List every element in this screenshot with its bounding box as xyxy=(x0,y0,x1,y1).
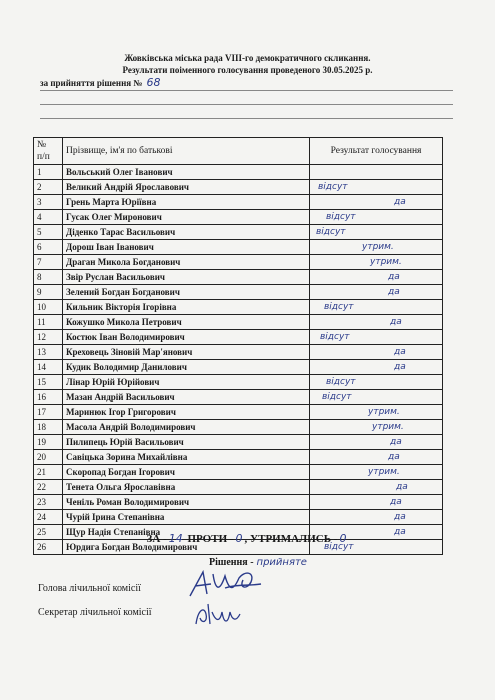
row-number: 25 xyxy=(34,525,63,540)
za-label: ЗА - xyxy=(146,533,167,545)
handwritten-vote: відсут xyxy=(326,377,356,387)
table-row xyxy=(34,225,443,240)
handwritten-vote: утрим. xyxy=(362,242,394,252)
vote-result-cell xyxy=(310,300,443,315)
handwritten-vote: да xyxy=(390,317,402,327)
deputy-name: Дорош Іван Іванович xyxy=(63,240,310,255)
table-header-row xyxy=(34,138,443,165)
row-number: 26 xyxy=(34,540,63,555)
council-title: Жовківська міська рада VIII-го демократичного скликання. xyxy=(124,53,371,63)
handwritten-vote: відсут xyxy=(320,332,350,342)
vote-result-cell xyxy=(310,375,443,390)
blank-line xyxy=(40,118,453,119)
table-row xyxy=(34,435,443,450)
deputy-name: Вольський Олег Іванович xyxy=(63,165,310,180)
row-number: 14 xyxy=(34,360,63,375)
utrymalys-label: , УТРИМАЛИСЬ - xyxy=(244,533,338,545)
deputy-name: Кожушко Микола Петрович xyxy=(63,315,310,330)
row-number: 5 xyxy=(34,225,63,240)
deputy-name: Зелений Богдан Богданович xyxy=(63,285,310,300)
row-number: 12 xyxy=(34,330,63,345)
vote-results-title: Результати поіменного голосування проведеного 30.05.2025 р. xyxy=(122,65,373,75)
handwritten-vote: відсут xyxy=(316,227,346,237)
deputy-name: Масола Андрій Володимирович xyxy=(63,420,310,435)
vote-result-cell xyxy=(310,480,443,495)
vote-result-cell xyxy=(310,165,443,180)
deputy-name: Кильник Вікторія Ігорівна xyxy=(63,300,310,315)
vote-table xyxy=(33,137,443,555)
row-number: 11 xyxy=(34,315,63,330)
row-number: 3 xyxy=(34,195,63,210)
handwritten-vote: відсут xyxy=(324,542,354,552)
table-row xyxy=(34,390,443,405)
handwritten-vote: да xyxy=(394,362,406,372)
row-number: 21 xyxy=(34,465,63,480)
table-row xyxy=(34,255,443,270)
resolution-value: прийняте xyxy=(256,557,307,568)
deputy-name: Щур Надія Степанівна xyxy=(63,525,310,540)
handwritten-vote: да xyxy=(394,347,406,357)
row-number: 23 xyxy=(34,495,63,510)
handwritten-vote: да xyxy=(390,437,402,447)
vote-result-cell xyxy=(310,450,443,465)
col-number-header: № п/п xyxy=(34,138,63,165)
vote-result-cell xyxy=(310,390,443,405)
handwritten-vote: відсут xyxy=(322,392,352,402)
proty-label: ПРОТИ - xyxy=(187,533,234,545)
deputy-name: Маринюк Ігор Григорович xyxy=(63,405,310,420)
deputy-name: Пилипець Юрій Васильович xyxy=(63,435,310,450)
row-number: 8 xyxy=(34,270,63,285)
vote-result-cell xyxy=(310,435,443,450)
decision-number: 68 xyxy=(146,76,161,89)
col-name-header: Прізвище, ім'я по батькові xyxy=(63,138,310,165)
table-row xyxy=(34,360,443,375)
secretary-label: Секретар лічильної комісії xyxy=(38,607,152,618)
vote-result-cell xyxy=(310,405,443,420)
deputy-name: Лінар Юрій Юрійович xyxy=(63,375,310,390)
deputy-name: Савіцька Зорина Михайлівна xyxy=(63,450,310,465)
vote-result-cell xyxy=(310,420,443,435)
vote-result-cell xyxy=(310,465,443,480)
table-row xyxy=(34,270,443,285)
deputy-name: Чурій Ірина Степанівна xyxy=(63,510,310,525)
deputy-name: Костюк Іван Володимирович xyxy=(63,330,310,345)
table-row xyxy=(34,210,443,225)
handwritten-vote: да xyxy=(396,482,408,492)
table-row xyxy=(34,180,443,195)
table-row xyxy=(34,420,443,435)
row-number: 15 xyxy=(34,375,63,390)
vote-result-cell xyxy=(310,330,443,345)
za-value: 14 xyxy=(168,532,183,545)
row-number: 24 xyxy=(34,510,63,525)
row-number: 22 xyxy=(34,480,63,495)
deputy-name: Звір Руслан Васильович xyxy=(63,270,310,285)
handwritten-vote: утрим. xyxy=(370,257,402,267)
row-number: 13 xyxy=(34,345,63,360)
handwritten-vote: да xyxy=(394,512,406,522)
table-row xyxy=(34,480,443,495)
row-number: 6 xyxy=(34,240,63,255)
vote-result-cell xyxy=(310,240,443,255)
table-row xyxy=(34,405,443,420)
handwritten-vote: утрим. xyxy=(368,467,400,477)
row-number: 10 xyxy=(34,300,63,315)
deputy-name: Кудик Володимир Данилович xyxy=(63,360,310,375)
decision-line xyxy=(40,76,160,89)
vote-result-cell xyxy=(310,345,443,360)
utrymalys-value: 0 xyxy=(339,532,347,545)
handwritten-vote: да xyxy=(388,287,400,297)
handwritten-vote: відсут xyxy=(318,182,348,192)
col-result-header: Результат голосування xyxy=(310,138,443,165)
table-row xyxy=(34,300,443,315)
vote-result-cell xyxy=(310,195,443,210)
row-number: 19 xyxy=(34,435,63,450)
handwritten-vote: відсут xyxy=(326,212,356,222)
deputy-name: Діденко Тарас Васильович xyxy=(63,225,310,240)
vote-result-cell xyxy=(310,180,443,195)
deputy-name: Скоропад Богдан Ігорович xyxy=(63,465,310,480)
resolution-label: Рішення - xyxy=(209,557,254,568)
vote-result-cell xyxy=(310,495,443,510)
table-row xyxy=(34,345,443,360)
vote-result-cell xyxy=(310,360,443,375)
secretary-signature xyxy=(192,600,242,628)
row-number: 20 xyxy=(34,450,63,465)
head-of-commission-label: Голова лічильної комісії xyxy=(38,583,141,594)
deputy-name: Великий Андрій Ярославович xyxy=(63,180,310,195)
deputy-name: Тенета Ольга Ярославівна xyxy=(63,480,310,495)
row-number: 9 xyxy=(34,285,63,300)
table-row xyxy=(34,315,443,330)
table-row xyxy=(34,450,443,465)
table-row xyxy=(34,465,443,480)
vote-result-cell xyxy=(310,285,443,300)
row-number: 1 xyxy=(34,165,63,180)
table-row xyxy=(34,240,443,255)
row-number: 17 xyxy=(34,405,63,420)
handwritten-vote: утрим. xyxy=(368,407,400,417)
proty-value: 0 xyxy=(235,532,243,545)
deputy-name: Гусак Олег Миронович xyxy=(63,210,310,225)
table-row xyxy=(34,165,443,180)
vote-result-cell xyxy=(310,315,443,330)
handwritten-vote: да xyxy=(390,497,402,507)
vote-result-cell xyxy=(310,255,443,270)
blank-line xyxy=(40,104,453,105)
head-signature xyxy=(185,568,265,600)
handwritten-vote: да xyxy=(388,452,400,462)
vote-result-cell xyxy=(310,270,443,285)
resolution-line xyxy=(209,557,307,568)
table-row xyxy=(34,510,443,525)
row-number: 2 xyxy=(34,180,63,195)
vote-result-cell xyxy=(310,210,443,225)
handwritten-vote: утрим. xyxy=(372,422,404,432)
handwritten-vote: да xyxy=(394,527,406,537)
row-number: 7 xyxy=(34,255,63,270)
deputy-name: Юрдига Богдан Володимирович xyxy=(63,540,310,555)
table-row xyxy=(34,375,443,390)
handwritten-vote: відсут xyxy=(324,302,354,312)
table-row xyxy=(34,330,443,345)
vote-result-cell xyxy=(310,510,443,525)
blank-line xyxy=(40,90,453,91)
table-row xyxy=(34,495,443,510)
deputy-name: Мазан Андрій Васильович xyxy=(63,390,310,405)
handwritten-vote: да xyxy=(388,272,400,282)
deputy-name: Креховець Зіновій Мар'янович xyxy=(63,345,310,360)
row-number: 18 xyxy=(34,420,63,435)
totals-line xyxy=(0,532,495,545)
row-number: 4 xyxy=(34,210,63,225)
vote-result-cell xyxy=(310,225,443,240)
deputy-name: Грень Марта Юріївна xyxy=(63,195,310,210)
deputy-name: Ченіль Роман Володимирович xyxy=(63,495,310,510)
table-row xyxy=(34,285,443,300)
deputy-name: Драган Микола Богданович xyxy=(63,255,310,270)
handwritten-vote: да xyxy=(394,197,406,207)
decision-label: за прийняття рішення № xyxy=(40,78,143,88)
table-row xyxy=(34,195,443,210)
row-number: 16 xyxy=(34,390,63,405)
